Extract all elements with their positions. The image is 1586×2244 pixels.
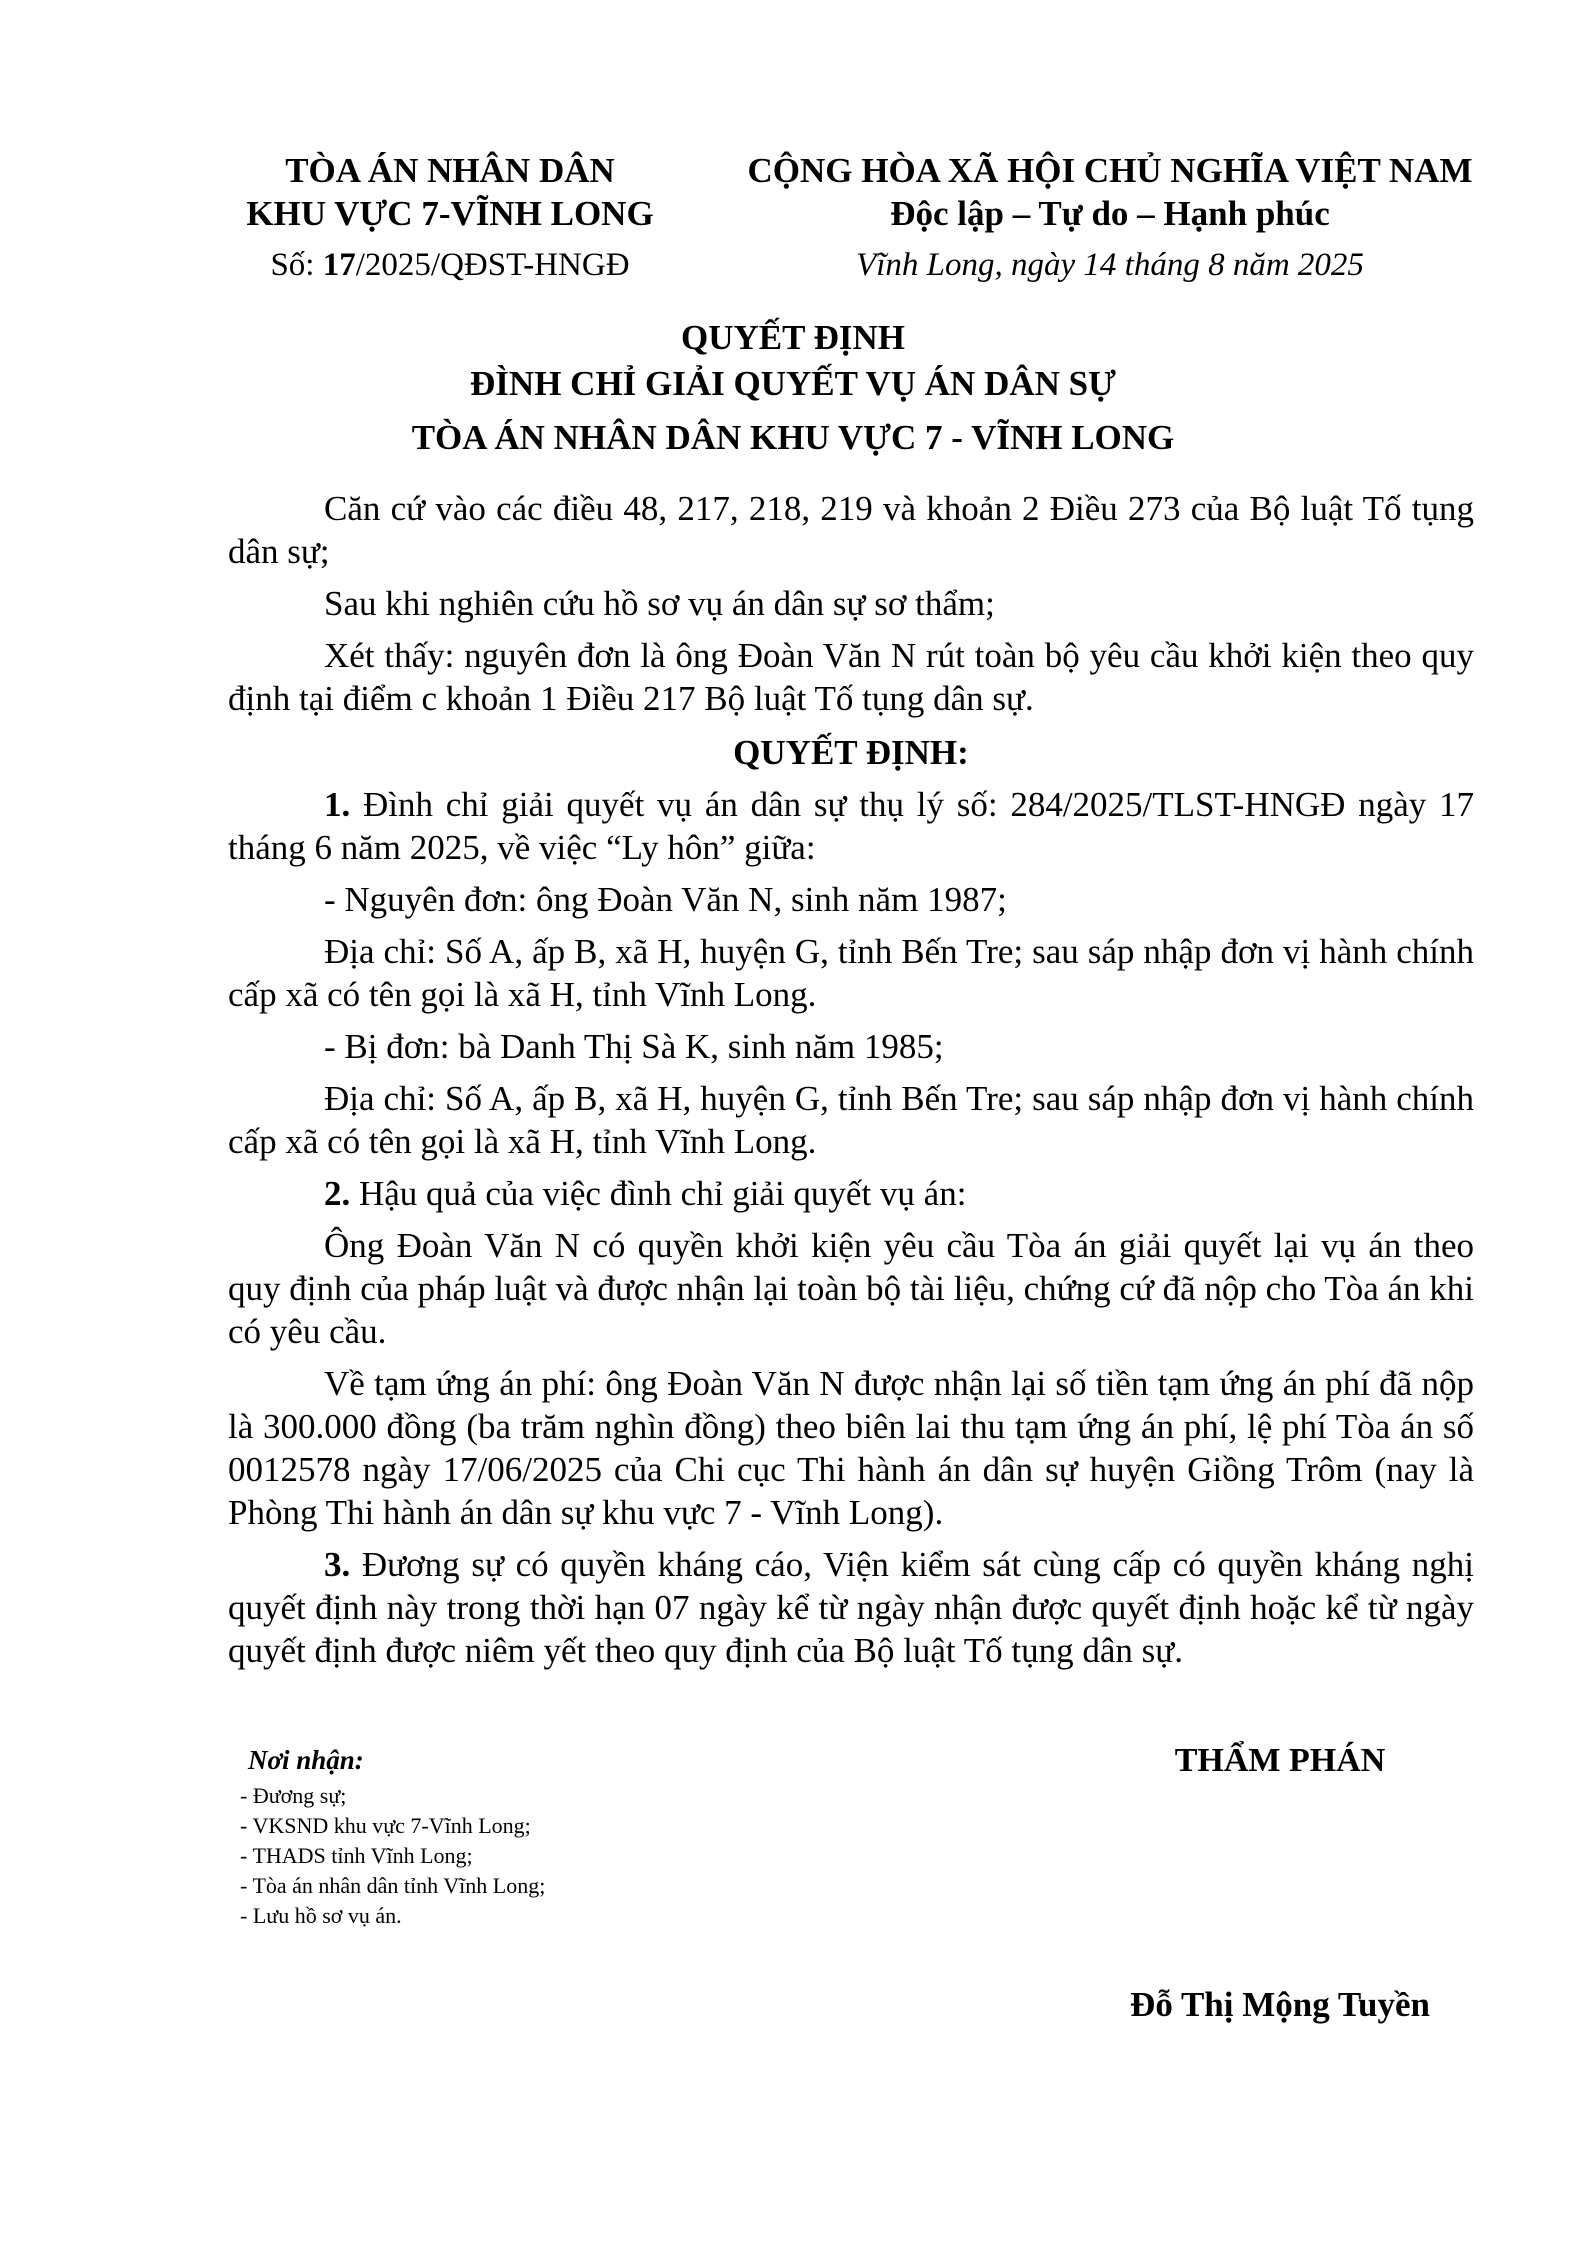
doc-title: QUYẾT ĐỊNH: [681, 318, 905, 357]
signer-name: Đỗ Thị Mộng Tuyền: [1130, 1985, 1430, 2024]
court-name-line1: TÒA ÁN NHÂN DÂN: [285, 151, 615, 190]
motto: Độc lập – Tự do – Hạnh phúc: [890, 194, 1330, 233]
item-3: [228, 1543, 1474, 1672]
recipient-item: - Đương sự;: [240, 1781, 545, 1811]
recipient-item: - Lưu hồ sơ vụ án.: [240, 1901, 545, 1931]
national-motto-block: [700, 149, 1520, 235]
item-3-number: 3.: [324, 1545, 351, 1584]
plaintiff: - Nguyên đơn: ông Đoàn Văn N, sinh năm 1987;: [324, 880, 1007, 919]
country-name: CỘNG HÒA XÃ HỘI CHỦ NGHĨA VIỆT NAM: [747, 151, 1473, 190]
recipients-block: [240, 1743, 545, 1931]
defendant-address: Địa chỉ: Số A, ấp B, xã H, huyện G, tỉnh Bến Tre; sau sáp nhập đơn vị hành chính cấp xã có tên gọi là xã H, tỉnh Vĩnh Long.: [228, 1079, 1474, 1161]
recipient-item: - VKSND khu vực 7-Vĩnh Long;: [240, 1811, 545, 1841]
defendant: - Bị đơn: bà Danh Thị Sà K, sinh năm 1985;: [324, 1027, 944, 1066]
item-1-text: Đình chỉ giải quyết vụ án dân sự thụ lý số: 284/2025/TLST-HNGĐ ngày 17 tháng 6 năm 2025, về việc “Ly hôn” giữa:: [228, 785, 1474, 867]
decision-number-prefix: Số:: [270, 247, 323, 283]
item-2-text: Hậu quả của việc đình chỉ giải quyết vụ án:: [350, 1174, 967, 1213]
decision-number-value: 17: [322, 247, 356, 283]
item-3-text: Đương sự có quyền kháng cáo, Viện kiểm sát cùng cấp có quyền kháng nghị quyết định này trong thời hạn 07 ngày kể từ ngày nhận được quyết định hoặc kể từ ngày quyết định được niêm yết theo quy định của Bộ luật Tố tụng dân sự.: [228, 1545, 1474, 1670]
decision-number: [200, 247, 700, 284]
item-1: [228, 783, 1474, 869]
item-2: [228, 1172, 1474, 1215]
decision-body: [228, 487, 1474, 1672]
item-2-paragraph-1: Ông Đoàn Văn N có quyền khởi kiện yêu cầu Tòa án giải quyết lại vụ án theo quy định của pháp luật và được nhận lại toàn bộ tài liệu, chứng cứ đã nộp cho Tòa án khi có yêu cầu.: [228, 1226, 1474, 1351]
legal-basis: Căn cứ vào các điều 48, 217, 218, 219 và khoản 2 Điều 273 của Bộ luật Tố tụng dân sự;: [228, 489, 1474, 571]
decision-heading: QUYẾT ĐỊNH:: [733, 733, 969, 772]
court-name-line2: KHU VỰC 7-VĨNH LONG: [246, 194, 654, 233]
recipient-item: - Tòa án nhân dân tỉnh Vĩnh Long;: [240, 1871, 545, 1901]
signer-role: THẨM PHÁN: [1174, 1742, 1386, 1779]
finding-statement: Xét thấy: nguyên đơn là ông Đoàn Văn N rút toàn bộ yêu cầu khởi kiện theo quy định tại điểm c khoản 1 Điều 217 Bộ luật Tố tụng dân sự.: [228, 636, 1474, 718]
review-statement: Sau khi nghiên cứu hồ sơ vụ án dân sự sơ thẩm;: [324, 584, 995, 623]
doc-subtitle: ĐÌNH CHỈ GIẢI QUYẾT VỤ ÁN DÂN SỰ: [470, 364, 1116, 403]
item-2-number: 2.: [324, 1174, 351, 1213]
plaintiff-address: Địa chỉ: Số A, ấp B, xã H, huyện G, tỉnh Bến Tre; sau sáp nhập đơn vị hành chính cấp xã có tên gọi là xã H, tỉnh Vĩnh Long.: [228, 932, 1474, 1014]
recipients-title: Nơi nhận:: [248, 1745, 364, 1775]
court-name-block: [200, 149, 700, 235]
decision-number-suffix: /2025/QĐST-HNGĐ: [355, 247, 630, 283]
recipient-item: - THADS tỉnh Vĩnh Long;: [240, 1841, 545, 1871]
item-1-number: 1.: [324, 785, 351, 824]
item-2-paragraph-2: Về tạm ứng án phí: ông Đoàn Văn N được nhận lại số tiền tạm ứng án phí đã nộp là 300.000 đồng (ba trăm nghìn đồng) theo biên lai thu tạm ứng án phí, lệ phí Tòa án số 0012578 ngày 17/06/2025 của Chi cục Thi hành án dân sự huyện Giồng Trôm (nay là Phòng Thi hành án dân sự khu vực 7 - Vĩnh Long).: [228, 1364, 1474, 1532]
recipients-list: [240, 1781, 545, 1931]
issue-date: Vĩnh Long, ngày 14 tháng 8 năm 2025: [856, 247, 1364, 283]
court-full-name: TÒA ÁN NHÂN DÂN KHU VỰC 7 - VĨNH LONG: [411, 418, 1175, 457]
